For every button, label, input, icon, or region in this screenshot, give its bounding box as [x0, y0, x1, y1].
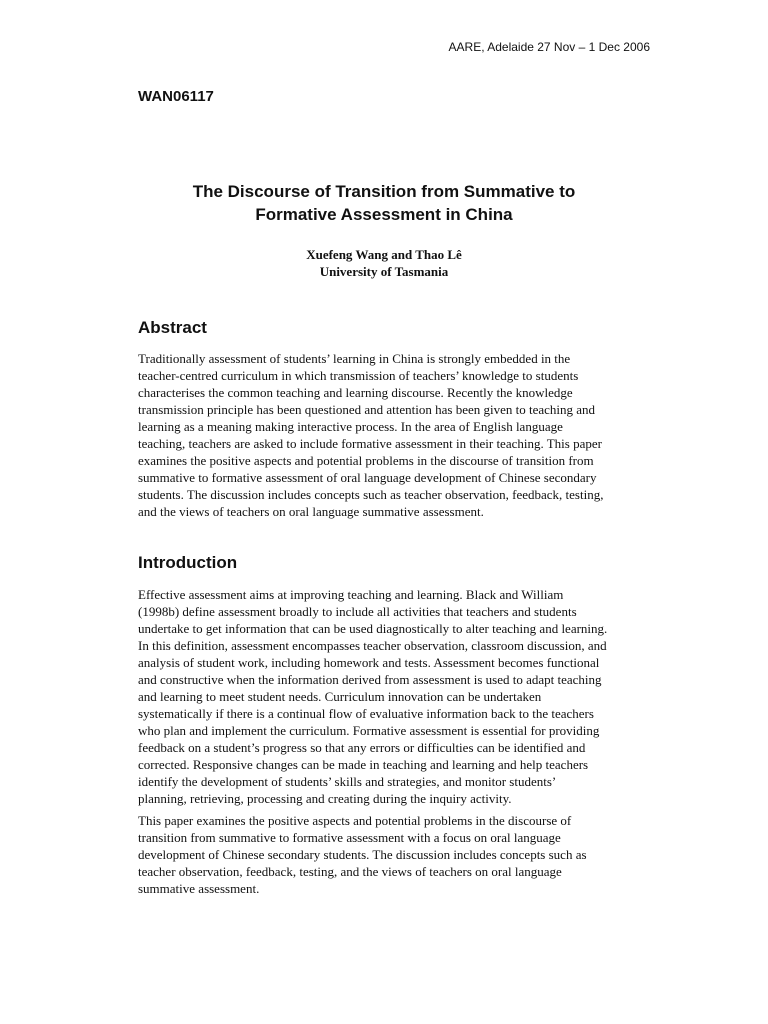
title-line: The Discourse of Transition from Summative to — [192, 182, 576, 201]
text-line: and constructive when the information derived from assessment is used to adapt teaching — [138, 672, 602, 687]
text-line: teacher-centred curriculum in which transmission of teachers’ knowledge to students — [138, 368, 579, 383]
text-line: learning as a meaning making interactive process. In the area of English language — [138, 419, 563, 434]
text-line: Traditionally assessment of students’ learning in China is strongly embedded in the — [138, 351, 571, 366]
title-line: Formative Assessment in China — [255, 205, 513, 224]
author-affiliation: University of Tasmania — [319, 264, 449, 279]
author-names: Xuefeng Wang and Thao Lê — [306, 247, 462, 262]
text-line: development of Chinese secondary students. The discussion includes concepts such as — [138, 847, 587, 862]
text-line: identify the development of students’ skills and strategies, and monitor students’ — [138, 774, 557, 789]
text-line: feedback on a student’s progress so that any errors or difficulties can be identified and — [138, 740, 586, 755]
running-header: AARE, Adelaide 27 Nov – 1 Dec 2006 — [448, 40, 650, 54]
abstract-heading: Abstract — [138, 318, 207, 337]
text-line: who plan and implement the curriculum. Formative assessment is essential for providing — [138, 723, 600, 738]
introduction-heading: Introduction — [138, 553, 238, 572]
text-line: analysis of student work, including homework and tests. Assessment becomes functional — [138, 655, 600, 670]
text-line: In this definition, assessment encompasses teacher observation, classroom discussion, and — [138, 638, 607, 653]
text-line: corrected. Responsive changes can be made in teaching and learning and help teachers — [138, 757, 589, 772]
text-line: (1998b) define assessment broadly to include all activities that teachers and students — [138, 604, 577, 619]
introduction-paragraph-1 — [138, 586, 638, 807]
text-line: systematically if there is a continual flow of evaluative information back to the teachers — [138, 706, 594, 721]
author-block — [138, 246, 630, 280]
text-line: undertake to get information that can be used diagnostically to alter teaching and learning. — [138, 621, 608, 636]
introduction-paragraph-2 — [138, 812, 638, 897]
text-line: This paper examines the positive aspects and potential problems in the discourse of — [138, 813, 572, 828]
text-line: examines the positive aspects and potential problems in the discourse of transition from — [138, 453, 594, 468]
text-line: and learning to meet student needs. Curriculum innovation can be undertaken — [138, 689, 542, 704]
text-line: characterises the common teaching and learning discourse. Recently the knowledge — [138, 385, 573, 400]
text-line: and the views of teachers on oral language summative assessment. — [138, 504, 484, 519]
text-line: students. The discussion includes concepts such as teacher observation, feedback, testing, — [138, 487, 604, 502]
text-line: transition from summative to formative assessment with a focus on oral language — [138, 830, 561, 845]
text-line: summative assessment. — [138, 881, 260, 896]
paper-title — [138, 180, 630, 226]
text-line: teaching, teachers are asked to include formative assessment in their teaching. This paper — [138, 436, 602, 451]
paper-code: WAN06117 — [138, 88, 214, 105]
text-line: Effective assessment aims at improving teaching and learning. Black and William — [138, 587, 564, 602]
text-line: planning, retrieving, processing and creating during the inquiry activity. — [138, 791, 512, 806]
text-line: summative to formative assessment of oral language development of Chinese secondary — [138, 470, 597, 485]
abstract-paragraph — [138, 350, 638, 520]
text-line: teacher observation, feedback, testing, and the views of teachers on oral language — [138, 864, 562, 879]
text-line: transmission principle has been questioned and attention has been given to teaching and — [138, 402, 596, 417]
